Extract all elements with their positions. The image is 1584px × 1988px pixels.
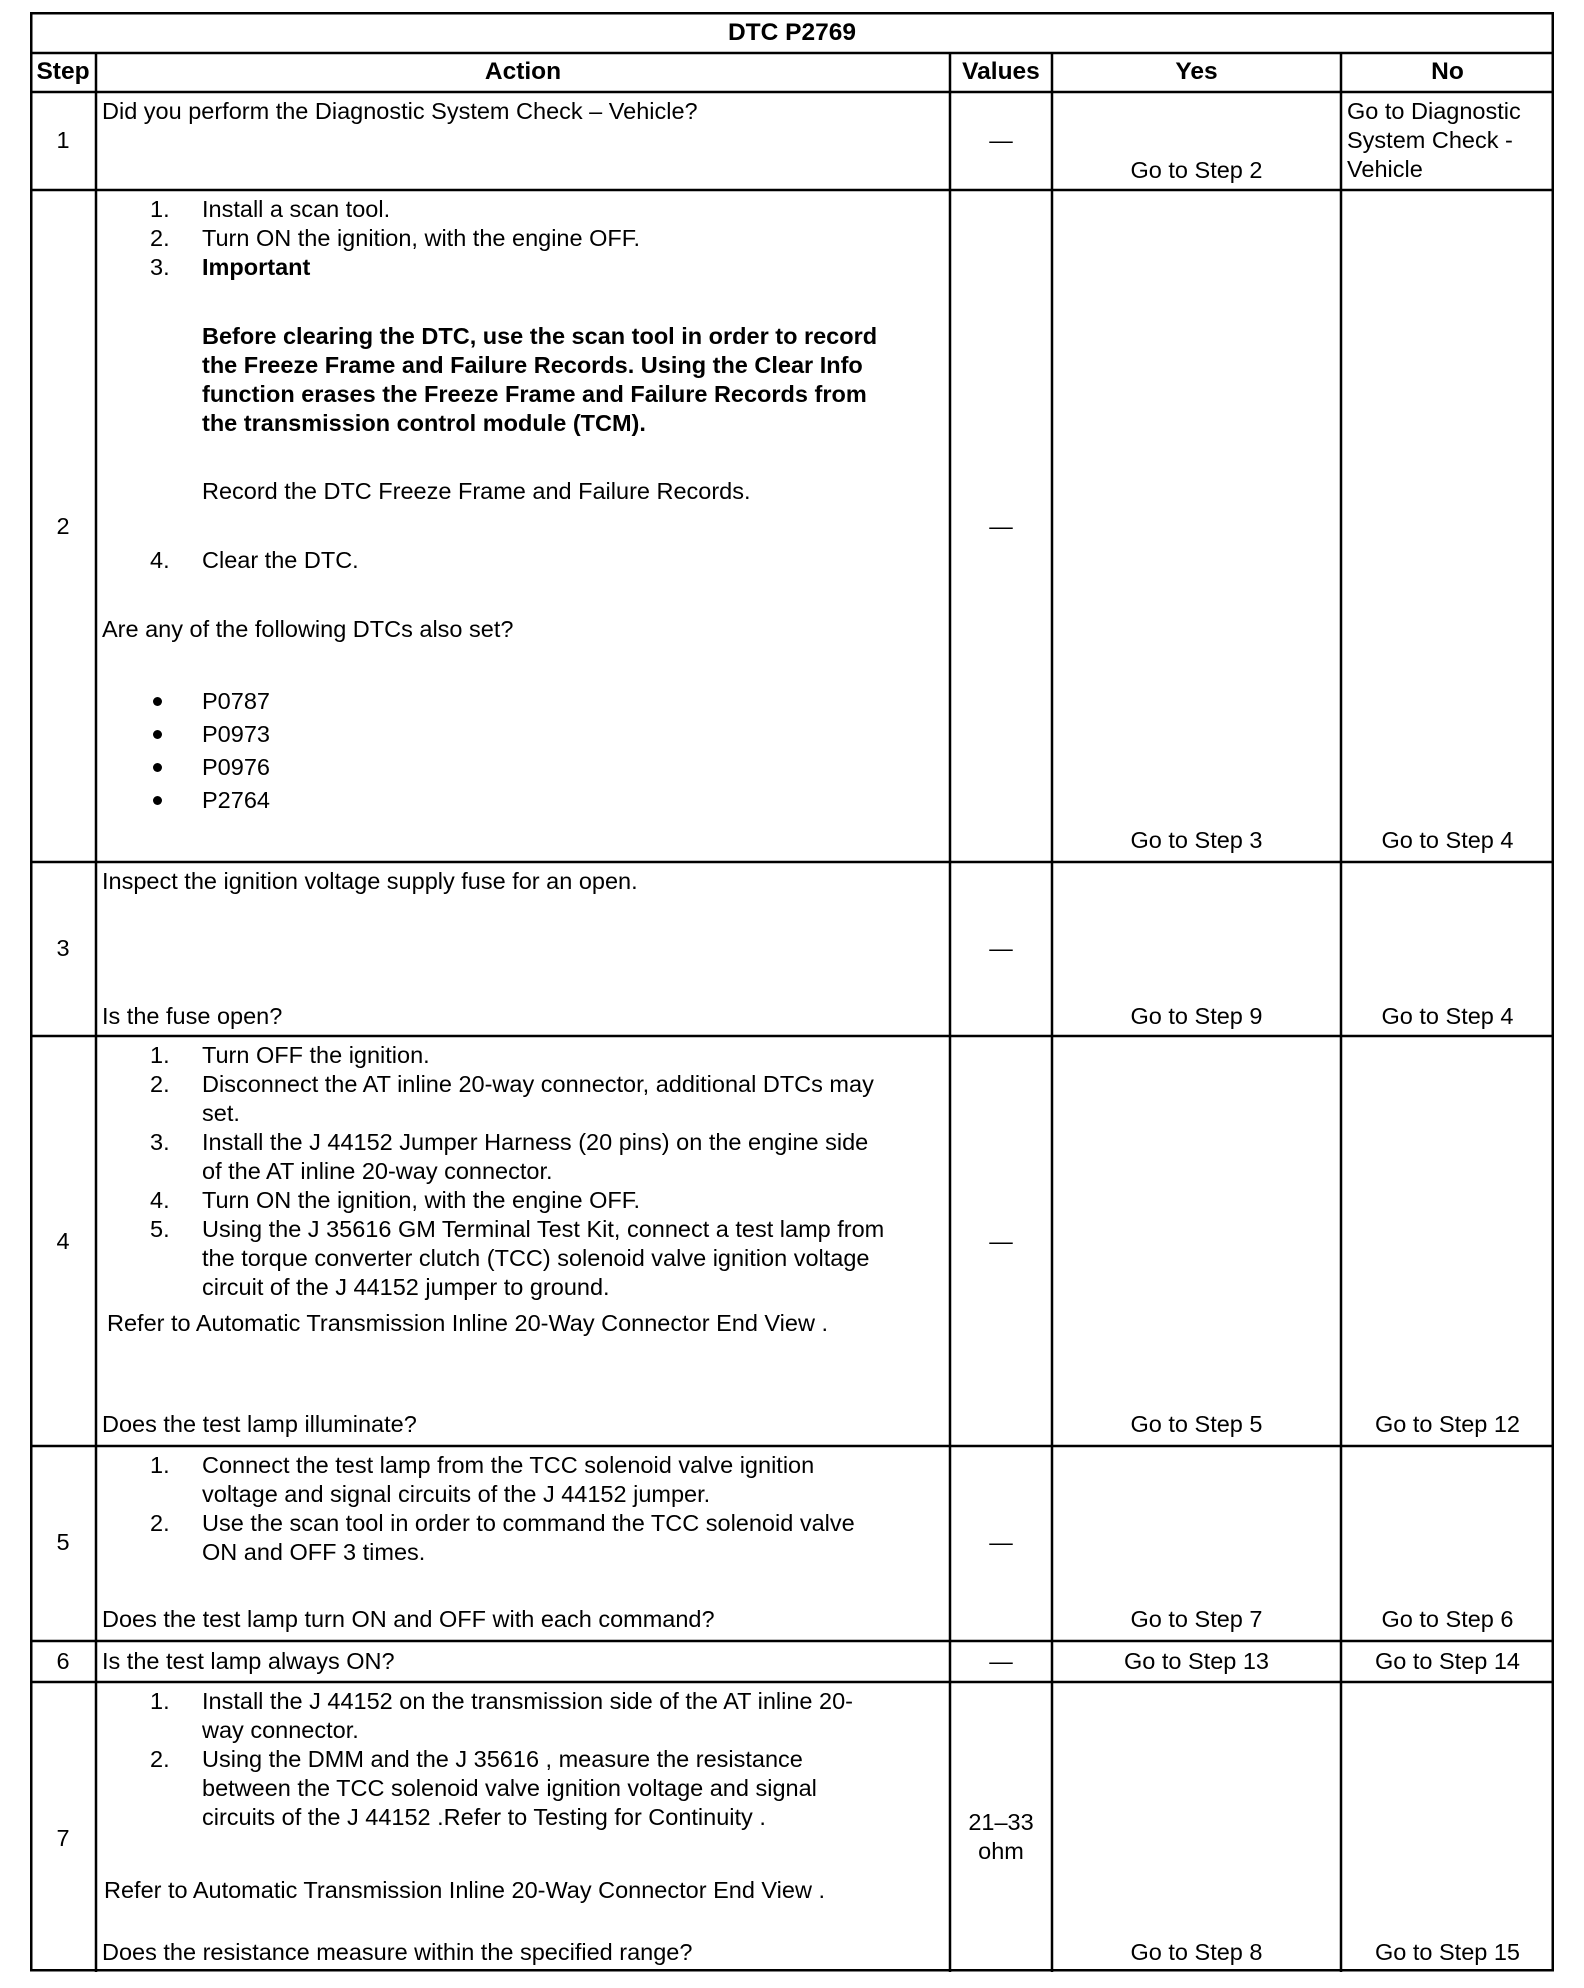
bullet-icon [153, 730, 162, 739]
step-number: 6 [56, 1648, 70, 1674]
important-note-line: Before clearing the DTC, use the scan tool in order to record [202, 323, 878, 349]
list-number: 1. [150, 1688, 170, 1714]
no-action: Go to Step 4 [1381, 1003, 1514, 1029]
refer-link[interactable]: Refer to Automatic Transmission Inline 20-Way Connector End View . [104, 1877, 825, 1903]
list-number: 3. [150, 254, 170, 280]
list-item: Install a scan tool. [202, 196, 391, 222]
list-item-line: Connect the test lamp from the TCC solenoid valve ignition [202, 1452, 815, 1478]
header-step: Step [36, 58, 90, 85]
list-number: 4. [150, 1187, 170, 1213]
list-item-line: the torque converter clutch (TCC) solenoid valve ignition voltage [202, 1245, 870, 1271]
dtc-table [30, 12, 1554, 1972]
step-number: 4 [56, 1228, 70, 1254]
list-number: 2. [150, 1510, 170, 1536]
step-number: 3 [56, 935, 70, 961]
step-number: 5 [56, 1529, 70, 1555]
important-heading: Important [202, 254, 311, 280]
no-action: Go to Step 14 [1374, 1648, 1521, 1674]
table-grid [30, 12, 1554, 1972]
list-item: Clear the DTC. [202, 547, 359, 573]
refer-link[interactable]: Refer to Automatic Transmission Inline 20-Way Connector End View . [107, 1310, 828, 1336]
list-item-line: Using the J 35616 GM Terminal Test Kit, connect a test lamp from [202, 1216, 885, 1242]
no-action: Go to Step 4 [1381, 827, 1514, 853]
value-dash: — [989, 1648, 1013, 1674]
action-question: Does the test lamp turn ON and OFF with each command? [102, 1606, 715, 1632]
list-number: 2. [150, 1071, 170, 1097]
list-item-line: circuits of the J 44152 .Refer to Testing for Continuity . [202, 1804, 766, 1830]
action-instruction: Inspect the ignition voltage supply fuse for an open. [102, 868, 638, 894]
action-question: Did you perform the Diagnostic System Check – Vehicle? [102, 98, 698, 124]
yes-action: Go to Step 5 [1130, 1411, 1263, 1437]
list-item-line: circuit of the J 44152 jumper to ground. [202, 1274, 610, 1300]
value-dash: — [989, 127, 1013, 153]
no-action: Go to Step 6 [1381, 1606, 1514, 1632]
value-unit: ohm [978, 1838, 1024, 1864]
bullet-icon [153, 796, 162, 805]
action-question: Does the test lamp illuminate? [102, 1411, 417, 1437]
list-item-line: way connector. [202, 1717, 359, 1743]
action-question: Are any of the following DTCs also set? [102, 616, 514, 642]
bullet-icon [153, 697, 162, 706]
list-number: 4. [150, 547, 170, 573]
important-note-line: the Freeze Frame and Failure Records. Using the Clear Info [202, 352, 863, 378]
list-item-line: Turn OFF the ignition. [202, 1042, 430, 1068]
value-range: 21–33 [968, 1809, 1034, 1835]
no-action: Go to Step 12 [1374, 1411, 1521, 1437]
list-item-line: Turn ON the ignition, with the engine OFF. [202, 1187, 641, 1213]
list-item-line: Install the J 44152 on the transmission side of the AT inline 20- [202, 1688, 853, 1714]
step-number: 2 [56, 513, 70, 539]
yes-action: Go to Step 2 [1130, 157, 1263, 183]
list-number: 2. [150, 225, 170, 251]
list-item-line: ON and OFF 3 times. [202, 1539, 426, 1565]
dtc-code: P0973 [202, 721, 270, 747]
important-note-line: the transmission control module (TCM). [202, 410, 646, 436]
value-dash: — [989, 1529, 1013, 1555]
list-item-line: Install the J 44152 Jumper Harness (20 pins) on the engine side [202, 1129, 869, 1155]
no-action-line: Go to Diagnostic [1347, 98, 1521, 124]
dtc-code: P0976 [202, 754, 270, 780]
header-values: Values [962, 58, 1040, 85]
list-item-line: of the AT inline 20-way connector. [202, 1158, 553, 1184]
list-item-line: Using the DMM and the J 35616 , measure the resistance [202, 1746, 803, 1772]
step-number: 7 [56, 1825, 70, 1851]
no-action: Go to Step 15 [1374, 1939, 1521, 1965]
no-action-line: System Check - [1347, 127, 1513, 153]
list-item: Turn ON the ignition, with the engine OFF. [202, 225, 641, 251]
header-yes: Yes [1175, 58, 1218, 85]
list-item-line: Disconnect the AT inline 20-way connector, additional DTCs may [202, 1071, 874, 1097]
list-number: 5. [150, 1216, 170, 1242]
list-item-line: between the TCC solenoid valve ignition voltage and signal [202, 1775, 817, 1801]
yes-action: Go to Step 13 [1123, 1648, 1270, 1674]
value-dash: — [989, 1228, 1013, 1254]
table-title: DTC P2769 [727, 19, 856, 46]
yes-action: Go to Step 9 [1130, 1003, 1263, 1029]
action-question: Is the fuse open? [102, 1003, 283, 1029]
no-action-line: Vehicle [1347, 156, 1423, 182]
value-dash: — [989, 935, 1013, 961]
bullet-icon [153, 763, 162, 772]
list-item-line: voltage and signal circuits of the J 44152 jumper. [202, 1481, 711, 1507]
action-question: Is the test lamp always ON? [102, 1648, 395, 1674]
header-action: Action [484, 58, 562, 85]
list-number: 1. [150, 1042, 170, 1068]
step-number: 1 [56, 127, 70, 153]
list-item-line: set. [202, 1100, 240, 1126]
list-item-line: Use the scan tool in order to command the TCC solenoid valve [202, 1510, 855, 1536]
list-number: 1. [150, 196, 170, 222]
dtc-code: P2764 [202, 787, 270, 813]
yes-action: Go to Step 8 [1130, 1939, 1263, 1965]
yes-action: Go to Step 3 [1130, 827, 1263, 853]
record-note: Record the DTC Freeze Frame and Failure Records. [202, 478, 751, 504]
list-number: 1. [150, 1452, 170, 1478]
list-number: 2. [150, 1746, 170, 1772]
yes-action: Go to Step 7 [1130, 1606, 1263, 1632]
dtc-code: P0787 [202, 688, 270, 714]
header-no: No [1431, 58, 1464, 85]
value-dash: — [989, 513, 1013, 539]
action-question: Does the resistance measure within the specified range? [102, 1939, 693, 1965]
list-number: 3. [150, 1129, 170, 1155]
important-note-line: function erases the Freeze Frame and Failure Records from [202, 381, 867, 407]
